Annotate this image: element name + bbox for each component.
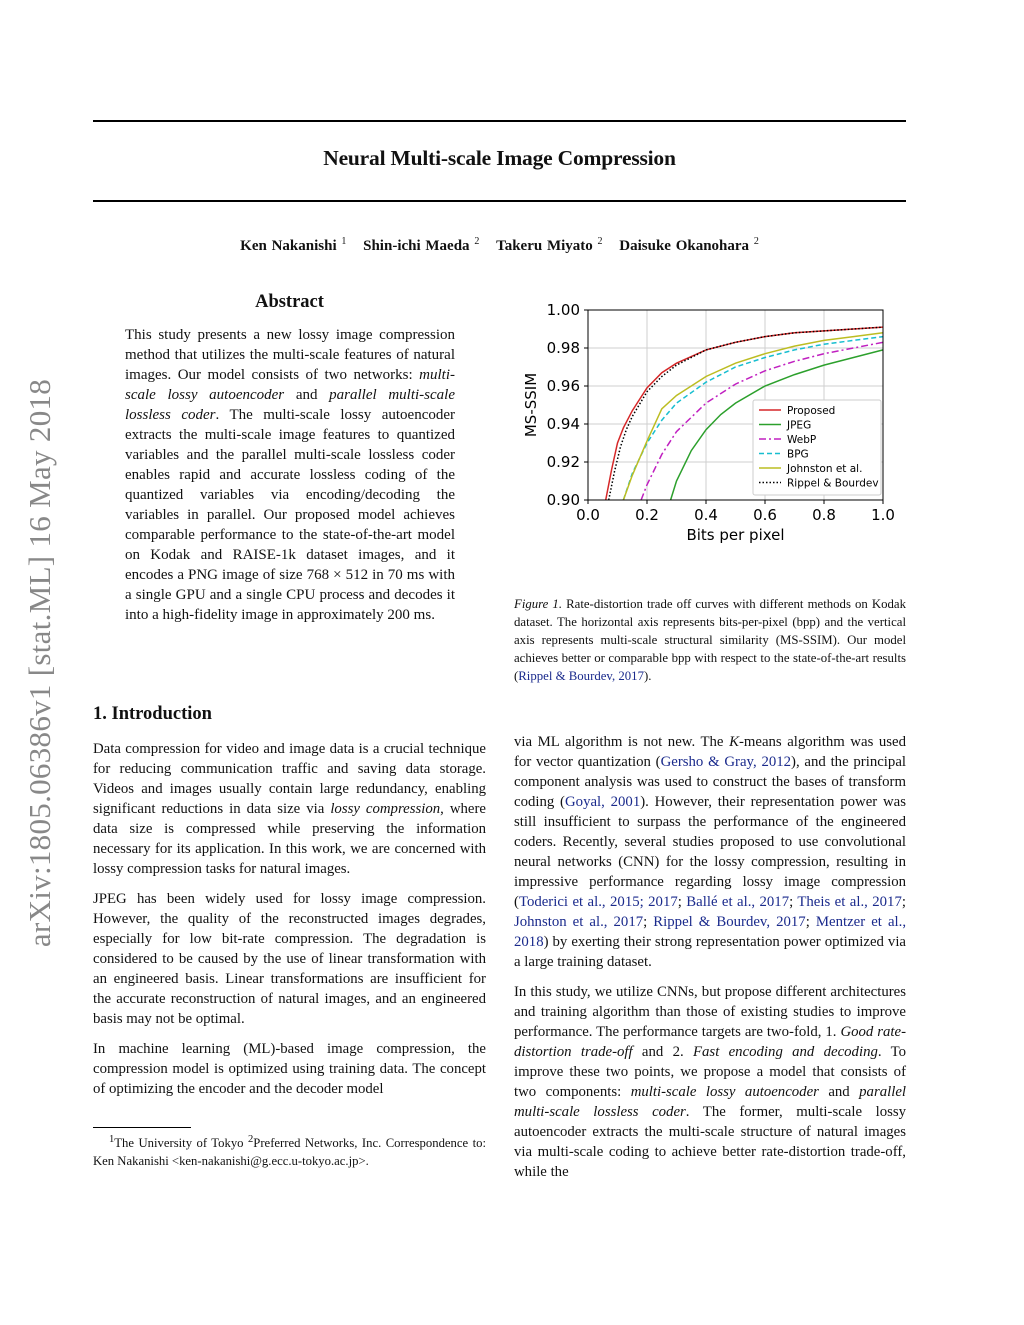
author — [619, 238, 759, 254]
intro-paragraph-1: Data compression for video and image data is a crucial technique for reducing communication traffic and saving data storage. Videos and images usually contain large redundancy, enabling significant reductions in data size via lossy compression, where data size is compressed while preserving the information necessary for its application. In this work, we are concerned with lossy compression tasks for natural images. — [93, 741, 486, 877]
arxiv-side-label: arXiv:1805.06386v1 [stat.ML] 16 May 2018 — [22, 378, 57, 947]
y-tick-label: 0.94 — [546, 415, 580, 433]
x-axis-label: Bits per pixel — [686, 526, 785, 544]
title-top-rule — [93, 120, 906, 122]
title-bottom-rule — [93, 200, 906, 202]
intro-paragraph-3: In machine learning (ML)-based image compression, the compression model is optimized using training data. The concept of optimizing the encoder and the decoder model — [93, 1041, 486, 1097]
citation: Johnston et al., 2017 — [514, 914, 644, 930]
legend-label: JPEG — [787, 419, 812, 432]
citation: Theis et al., 2017 — [797, 894, 902, 910]
author-name: Ken Nakanishi — [240, 238, 337, 254]
y-tick-label: 0.96 — [546, 377, 580, 395]
y-tick-label: 0.98 — [546, 339, 580, 357]
rate-distortion-chart — [510, 290, 910, 550]
citation: Rippel & Bourdev, 2017 — [653, 914, 806, 930]
x-tick-label: 0.2 — [635, 506, 659, 524]
left-column-body — [93, 739, 486, 1109]
citation: Mentzer et al., 2018 — [514, 914, 907, 950]
intro-paragraph-2: JPEG has been widely used for lossy image compression. However, the quality of the reconstructed images degrades, especially for low bit-rate compression. The degradation is considered to be caused by the use of linear transformation with an engineered basis. Linear transformations are insufficient for the accurate reconstruction of natural images, and an engineered basis may not be optimal. — [93, 891, 486, 1027]
paper-title: Neural Multi-scale Image Compression — [323, 146, 676, 170]
legend-label: WebP — [787, 434, 817, 446]
legend-label: BPG — [787, 448, 809, 461]
author-name: Takeru Miyato — [496, 238, 593, 254]
author — [496, 238, 602, 254]
figure-caption: Figure 1. Rate-distortion trade off curves with different methods on Kodak dataset. The horizontal axis represents bits-per-pixel (bpp) and the vertical axis represents multi-scale structural similarity (MS-SSIM). Our model achieves better or comparable bpp with respect to the state-of-the-art results (Rippel & Bourdev, 2017). — [514, 597, 906, 683]
author-affiliation: 1 — [341, 236, 347, 247]
footnote-rule — [93, 1127, 191, 1128]
section-heading-introduction: 1. Introduction — [93, 704, 212, 724]
citation: Toderici et al., 2015; 2017 — [518, 894, 678, 910]
author-affiliation: 2 — [597, 236, 603, 247]
x-tick-label: 0.6 — [753, 506, 777, 524]
legend-label: Rippel & Bourdev — [787, 477, 879, 490]
author — [363, 238, 479, 254]
footnote: $^1$The University of Tokyo $^2$Preferred Networks, Inc. Correspondence to: Ken Nakanishi <ken-nakanishi@g.ecc.u-tokyo.ac.jp>. — [93, 1134, 486, 1169]
author-affiliation: 2 — [753, 236, 759, 247]
chart-legend — [753, 400, 881, 495]
abstract-text: This study presents a new lossy image compression method that utilizes the multi-scale features of natural images. Our model consists of two networks: multi-scale lossy autoencoder and parallel multi-scale lossless coder. The multi-scale lossy autoencoder extracts the multi-scale image features to quantized variables and the parallel multi-scale lossless coder enables rapid and accurate lossless coding of the quantized variables via encoding/decoding the variables in parallel. Our proposed model achieves comparable performance to the state-of-the-art model on Kodak and RAISE-1k dataset images, and it encodes a PNG image of size 768 × 512 in 70 ms with a single GPU and a single CPU process and decodes it into a high-fidelity image in approximately 200 ms. — [125, 327, 455, 623]
y-axis-label: MS-SSIM — [522, 372, 540, 438]
legend-label: Johnston et al. — [787, 463, 863, 475]
x-tick-label: 1.0 — [871, 506, 895, 524]
right-paragraph-2: In this study, we utilize CNNs, but propose different architectures and training algorithm than those of existing studies to improve performance. The performance targets are two-fold, 1. Good rate-distortion trade-off and 2. Fast encoding and decoding. To improve these two points, we propose a model that consists of two components: multi-scale lossy autoencoder and parallel multi-scale lossless coder. The former, multi-scale lossy autoencoder extracts the multi-scale structure of natural images via multi-scale coding to achieve better rate-distortion trade-off, while the — [514, 984, 907, 1180]
citation: Goyal, 2001 — [564, 794, 641, 810]
right-paragraph-1: via ML algorithm is not new. The K-means algorithm was used for vector quantization (Gersho & Gray, 2012), and the principal component analysis was used to construct the bases of transform coding (Goyal, 2001). However, their representation power was still insufficient to surpass the performance of the engineered coders. Recently, several studies proposed to use convolutional neural networks (CNN) for the lossy compression, resulting in impressive performance regarding lossy image compression (Toderici et al., 2015; 2017; Ballé et al., 2017; Theis et al., 2017; Johnston et al., 2017; Rippel & Bourdev, 2017; Mentzer et al., 2018) by exerting their strong representation power optimized via a large training dataset. — [514, 734, 907, 970]
y-tick-label: 1.00 — [546, 301, 580, 319]
x-tick-label: 0.0 — [576, 506, 600, 524]
y-tick-label: 0.92 — [546, 453, 580, 471]
right-column-body — [514, 732, 906, 1192]
citation: Gersho & Gray, 2012 — [660, 754, 792, 770]
author — [240, 238, 346, 254]
author-name: Daisuke Okanohara — [619, 238, 750, 254]
abstract-heading: Abstract — [255, 292, 324, 312]
x-tick-label: 0.8 — [812, 506, 836, 524]
author-affiliation: 2 — [474, 236, 480, 247]
author-name: Shin-ichi Maeda — [363, 238, 470, 254]
author-list — [93, 236, 906, 255]
citation: Ballé et al., 2017 — [686, 894, 790, 910]
y-tick-label: 0.90 — [546, 491, 580, 509]
arxiv-side-label-container — [14, 0, 66, 1325]
legend-label: Proposed — [787, 405, 836, 417]
x-tick-label: 0.4 — [694, 506, 718, 524]
